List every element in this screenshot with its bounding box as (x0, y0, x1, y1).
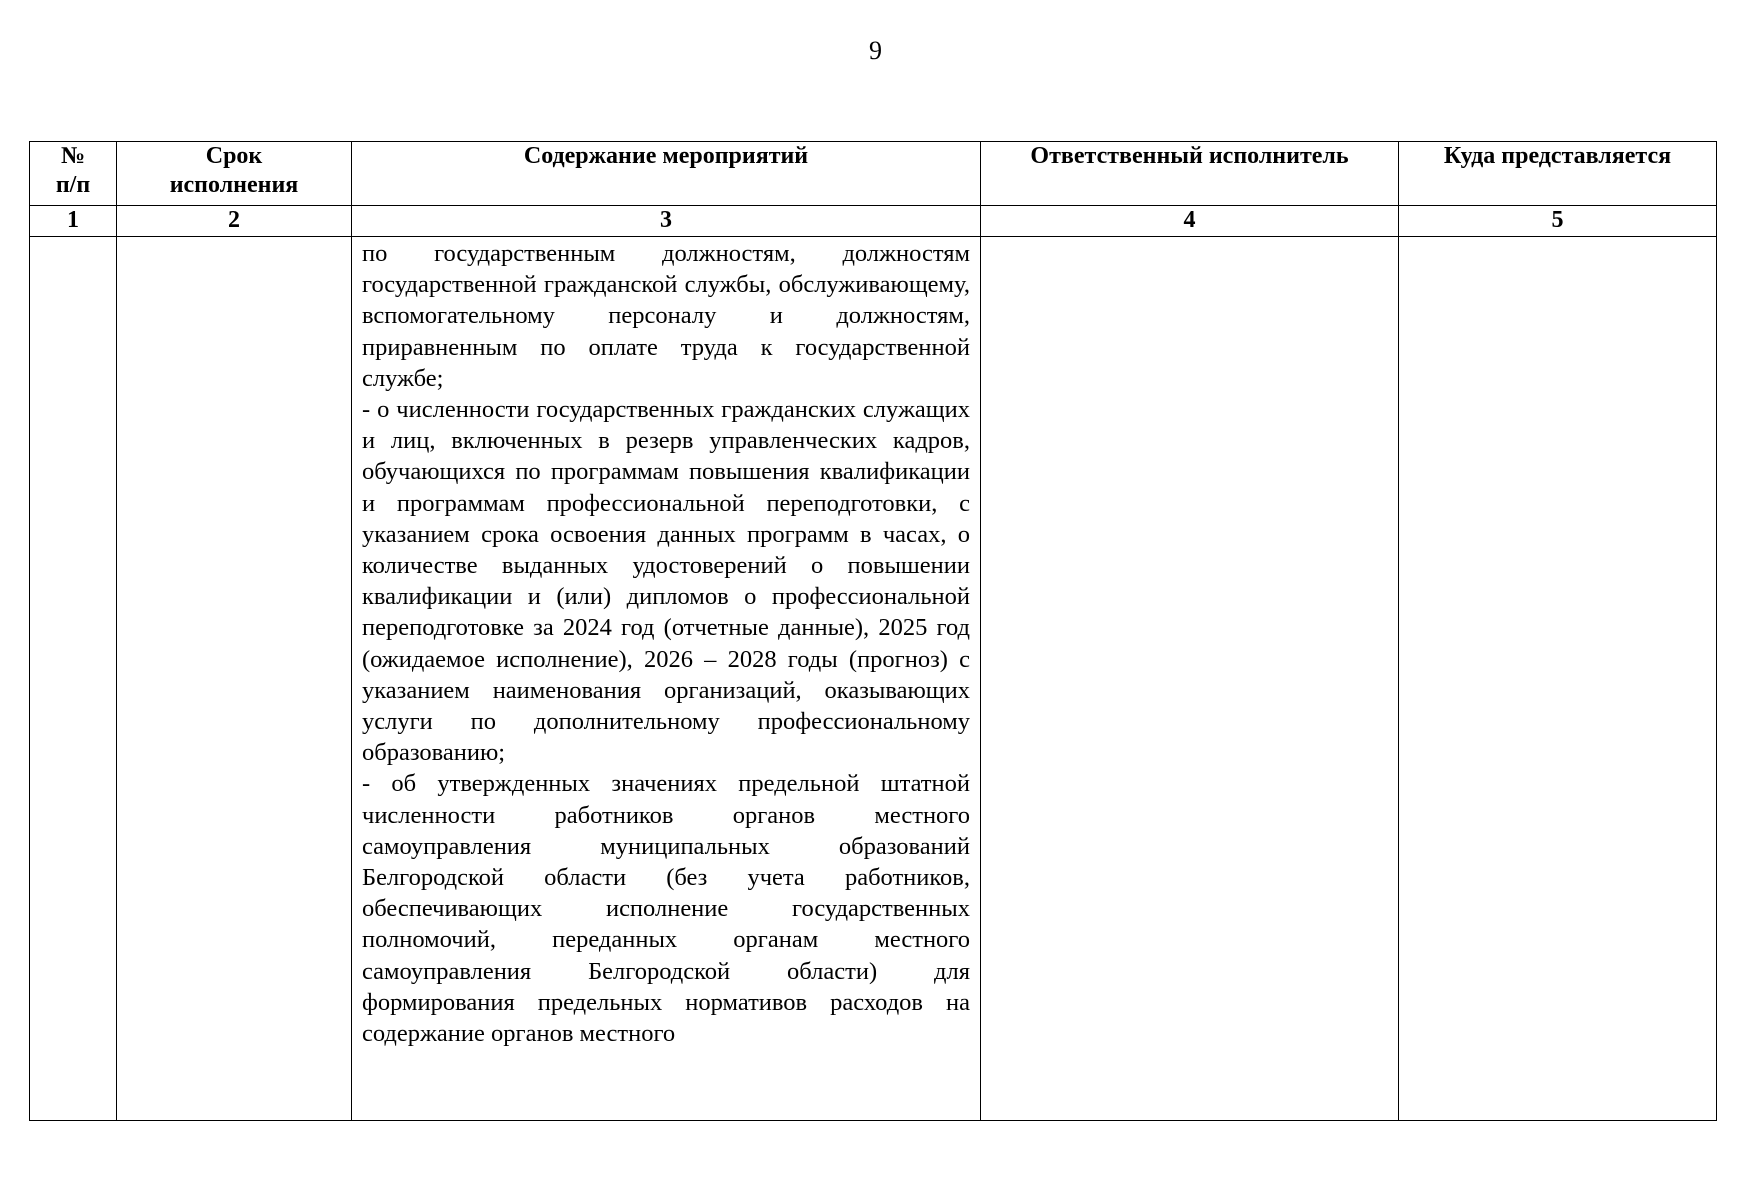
page-number: 9 (869, 36, 882, 65)
header-deadline-line1: Срок (205, 143, 263, 169)
header-num-line1: № (60, 143, 86, 169)
cell-deadline (117, 237, 352, 1121)
header-deadline-line2: исполнения (169, 172, 299, 198)
content-paragraph: - о численности государственных гражданских служащих и лиц, включенных в резерв управленческих кадров, обучающихся по программам повышения квалификации и программам профессиональной переподготовки, с указанием срока освоения данных программ в часах, о количестве выданных удостоверений о повышении квалификации и (или) дипломов о профессиональной переподготовке за 2024 год (отчетные данные), 2025 год (ожидаемое исполнение), 2026 – 2028 годы (прогноз) с указанием наименования организаций, оказывающих услуги по дополнительному профессиональному образованию; (362, 396, 970, 767)
header-row (30, 142, 1717, 206)
column-number-row (30, 206, 1717, 237)
cell-destination (1399, 237, 1717, 1121)
column-number: 1 (30, 206, 117, 237)
column-number: 4 (981, 206, 1399, 237)
table-row (30, 237, 1717, 1121)
cell-num (30, 237, 117, 1121)
header-num (30, 142, 117, 206)
header-destination: Куда представляется (1399, 142, 1717, 206)
header-responsible: Ответственный исполнитель (981, 142, 1399, 206)
cell-content (352, 237, 981, 1121)
header-deadline (117, 142, 352, 206)
plan-table (29, 141, 1717, 1121)
content-paragraph: по государственным должностям, должностям государственной гражданской службы, обслуживающему, вспомогательному персоналу и должностям, приравненным по оплате труда к государственной службе; (362, 240, 970, 392)
header-num-line2: п/п (55, 172, 91, 198)
column-number: 5 (1399, 206, 1717, 237)
column-number: 3 (352, 206, 981, 237)
header-content: Содержание мероприятий (352, 142, 981, 206)
content-paragraph: - об утвержденных значениях предельной штатной численности работников органов местного самоуправления муниципальных образований Белгородской области (без учета работников, обеспечивающих исполнение государственных полномочий, переданных органам местного самоуправления Белгородской области) для формирования предельных нормативов расходов на содержание органов местного (362, 770, 970, 1048)
column-number: 2 (117, 206, 352, 237)
cell-responsible (981, 237, 1399, 1121)
